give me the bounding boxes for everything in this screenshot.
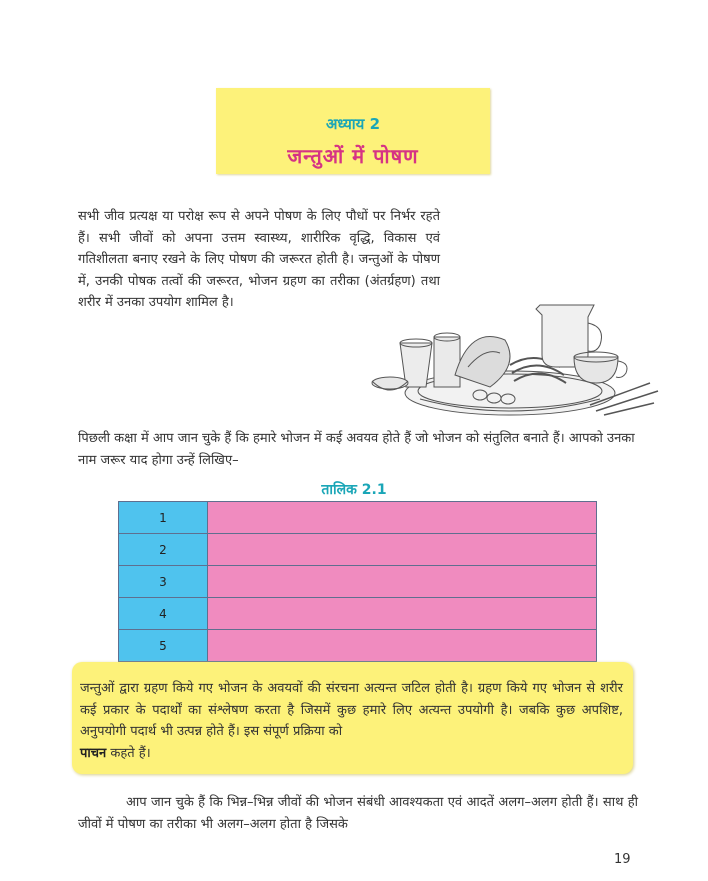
note-paragraph xyxy=(80,678,623,764)
table-row xyxy=(119,502,597,534)
page-number: 19 xyxy=(614,852,631,867)
table-row xyxy=(119,630,597,662)
note-text: जन्तुओं द्वारा ग्रहण किये गए भोजन के अवयवों की संरचना अत्यन्त जटिल होती है। ग्रहण किये गए भोजन से शरीर कई प्रकार के पदार्थों का संश्लेषण करता है जिसमें कुछ हमारे लिए अत्यन्त उपयोगी है। जबकि कुछ अपशिष्ट, अनुपयोगी पदार्थ भी उत्पन्न होते हैं। इस संपूर्ण प्रक्रिया को xyxy=(80,681,623,739)
note-box xyxy=(72,662,633,774)
row-number: 2 xyxy=(119,534,208,566)
answer-cell[interactable] xyxy=(208,566,597,598)
table-row xyxy=(119,534,597,566)
instruction-paragraph: पिछली कक्षा में आप जान चुके हैं कि हमारे भोजन में कई अवयव होते हैं जो भोजन को संतुलित बनाते हैं। आपको उनका नाम जरूर याद होगा उन्हें लिखिए– xyxy=(78,431,635,468)
table-row xyxy=(119,598,597,630)
continuation-text: आप जान चुके हैं कि भिन्न–भिन्न जीवों की भोजन संबंधी आवश्यकता एवं आदतें अलग–अलग होती हैं। साथ ही जीवों में पोषण का तरीका भी अलग–अलग होता है जिसके xyxy=(78,795,638,832)
components-table xyxy=(118,501,597,662)
chapter-title: जन्तुओं में पोषण xyxy=(287,144,419,168)
table-caption: तालिक 2.1 xyxy=(321,482,387,498)
chapter-number: अध्याय 2 xyxy=(325,115,381,133)
row-number: 3 xyxy=(119,566,208,598)
answer-cell[interactable] xyxy=(208,502,597,534)
row-number: 1 xyxy=(119,502,208,534)
row-number: 4 xyxy=(119,598,208,630)
answer-cell[interactable] xyxy=(208,630,597,662)
continuation-paragraph xyxy=(78,792,638,836)
table-row xyxy=(119,566,597,598)
note-text-end: कहते हैं। xyxy=(110,745,151,761)
note-bold-term: पाचन xyxy=(80,745,107,761)
chapter-title-box xyxy=(216,88,490,174)
food-illustration xyxy=(360,295,662,423)
row-number: 5 xyxy=(119,630,208,662)
intro-paragraph: सभी जीव प्रत्यक्ष या परोक्ष रूप से अपने पोषण के लिए पौधों पर निर्भर रहते हैं। सभी जीवों को अपना उत्तम स्वास्थ्य, शारीरिक वृद्धि, विकास एवं गतिशीलता बनाए रखने के लिए पोषण की जरूरत होती है। जन्तुओं के पोषण में, उनकी पोषक तत्वों की जरूरत, भोजन ग्रहण का तरीका (अंतर्ग्रहण) तथा शरीर में उनका उपयोग शामिल है। xyxy=(78,209,440,310)
answer-cell[interactable] xyxy=(208,598,597,630)
answer-cell[interactable] xyxy=(208,534,597,566)
